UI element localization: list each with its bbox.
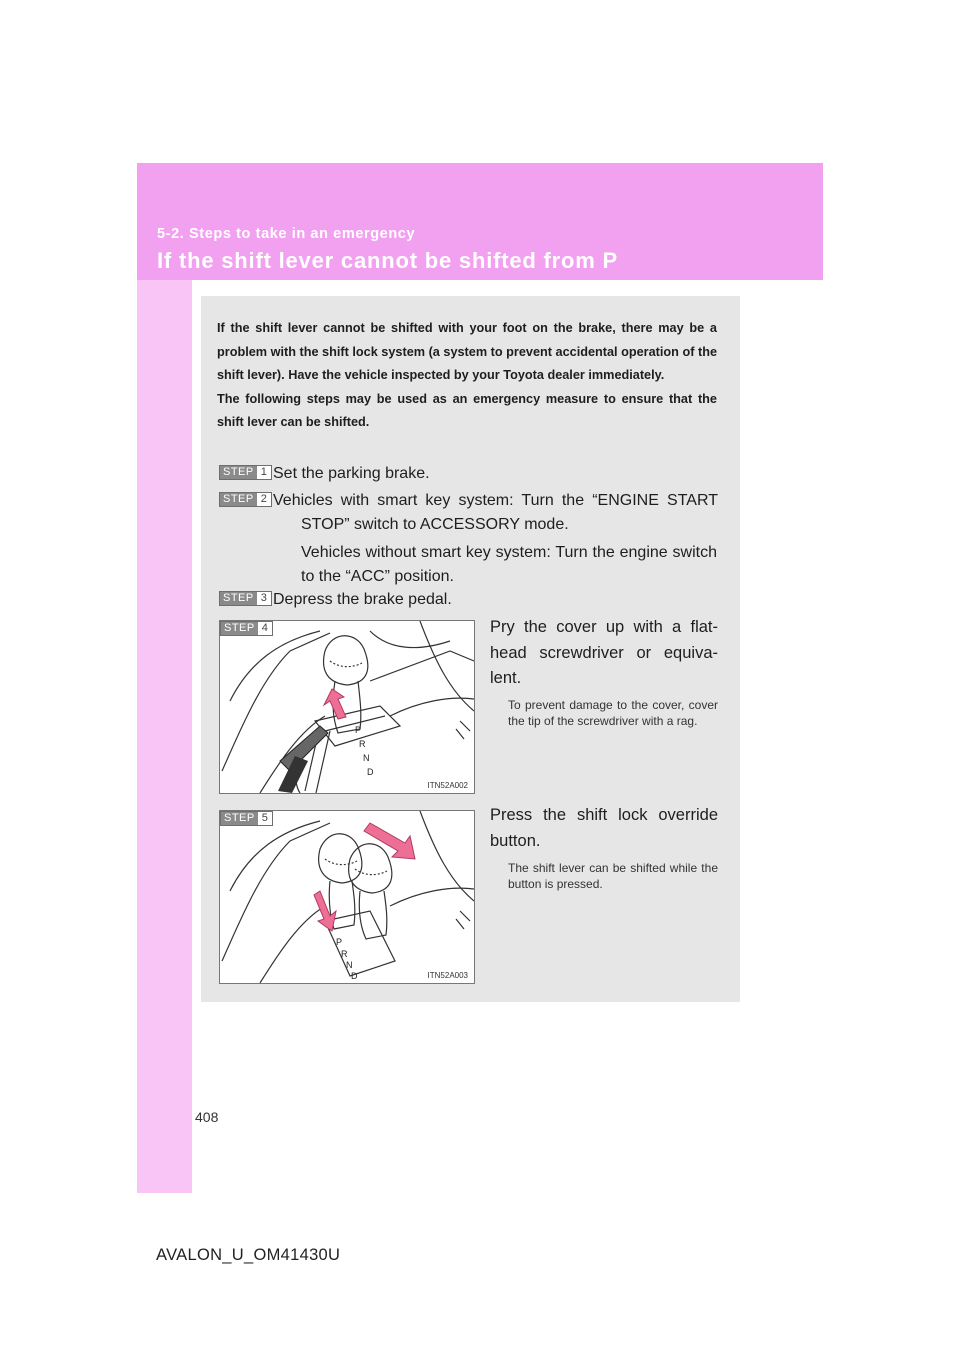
step-3-text: Depress the brake pedal. xyxy=(273,591,452,608)
page-title: If the shift lever cannot be shifted from P xyxy=(157,248,619,273)
gear-label-d: D xyxy=(351,971,358,981)
document-code: AVALON_U_OM41430U xyxy=(156,1246,341,1264)
step-badge-5 xyxy=(220,811,273,826)
step-1-text: Set the parking brake. xyxy=(273,465,430,482)
step-badge-1 xyxy=(219,465,272,480)
page-number: 408 xyxy=(195,1109,219,1125)
step-badge-2 xyxy=(219,492,272,507)
step-2-text-b xyxy=(301,541,717,588)
intro-paragraph-1: If the shift lever cannot be shifted with your foot on the brake, there may be a problem with the shift lock system (a system to prevent accidental operation of the shift lever). Have the vehicle inspected by your Toyota dealer immediately. xyxy=(217,321,717,382)
step-badge-word: STEP xyxy=(221,812,258,825)
gear-label-r: R xyxy=(341,949,348,959)
step-badge-word: STEP xyxy=(221,622,258,635)
gear-label-d: D xyxy=(367,767,374,777)
gear-label-p: P xyxy=(355,725,362,735)
side-color-band xyxy=(137,163,192,1193)
figure-code: ITN52A003 xyxy=(427,971,468,980)
step-badge-number: 5 xyxy=(258,812,272,825)
step-5-note: The shift lever can be shifted while the button is pressed. xyxy=(508,861,718,891)
step-badge-word: STEP xyxy=(220,493,257,506)
shift-lever-illustration xyxy=(220,621,474,793)
shift-override-illustration xyxy=(220,811,474,983)
step-5-text: Press the shift lock override button. xyxy=(490,806,718,850)
step-badge-3 xyxy=(219,591,272,606)
step-badge-word: STEP xyxy=(220,466,257,479)
figure-step-5 xyxy=(219,810,475,984)
step-badge-word: STEP xyxy=(220,592,257,605)
step-4-note: To prevent damage to the cover, cover the tip of the screwdriver with a rag. xyxy=(508,698,718,728)
step-badge-4 xyxy=(220,621,273,636)
step-2-line-a: Vehicles with smart key system: Turn the “ENGINE START STOP” switch to ACCESSORY mode. xyxy=(273,492,718,533)
intro-paragraph-2: The following steps may be used as an emergency measure to ensure that the shift lever can be shifted. xyxy=(217,391,717,429)
step-2-line-b: Vehicles without smart key system: Turn the engine switch to the “ACC” position. xyxy=(301,544,717,585)
step-2-text xyxy=(273,489,718,536)
step-badge-number: 2 xyxy=(257,493,271,506)
figure-step-4 xyxy=(219,620,475,794)
gear-label-n: N xyxy=(346,960,353,970)
intro-text xyxy=(217,317,717,435)
figure-code: ITN52A002 xyxy=(427,781,468,790)
step-badge-number: 3 xyxy=(257,592,271,605)
gear-label-n: N xyxy=(363,753,370,763)
section-label: 5-2. Steps to take in an emergency xyxy=(157,226,416,242)
step-badge-number: 4 xyxy=(258,622,272,635)
step-badge-number: 1 xyxy=(257,466,271,479)
gear-label-r: R xyxy=(359,739,366,749)
step-4-text: Pry the cover up with a flat-head screwdriver or equiva-lent. xyxy=(490,618,718,687)
gear-label-p: P xyxy=(336,937,343,947)
